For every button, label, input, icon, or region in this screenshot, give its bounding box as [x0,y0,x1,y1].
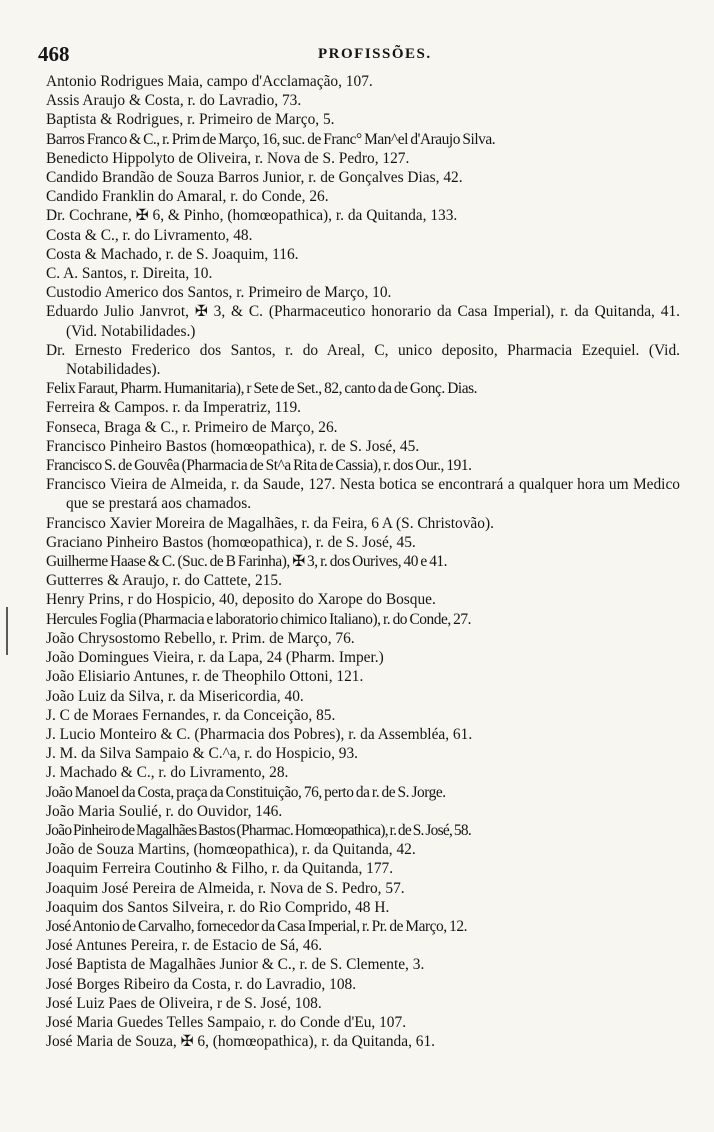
list-item: João Luiz da Silva, r. da Misericordia, 40. [46,687,304,705]
list-item: Henry Prins, r do Hospicio, 40, deposito do Xarope do Bosque. [46,591,436,609]
list-item: Candido Brandão de Souza Barros Junior, r. de Gonçalves Dias, 42. [46,169,463,187]
list-item: João Manoel da Costa, praça da Constituição, 76, perto da r. de S. Jorge. [46,783,446,801]
list-item: Dr. Ernesto Frederico dos Santos, r. do Areal, C, unico deposito, Pharmacia Ezequiel. (Vid. Notabilidades). [46,341,680,379]
list-item: Felix Faraut, Pharm. Humanitaria), r Sete de Set., 82, canto da de Gonç. Dias. [46,380,478,398]
list-item: José Antonio de Carvalho, fornecedor da Casa Imperial, r. Pr. de Março, 12. [46,917,467,935]
list-item: José Borges Ribeiro da Costa, r. do Lavradio, 108. [46,975,357,993]
list-item: Baptista & Rodrigues, r. Primeiro de Março, 5. [46,111,335,129]
page-number: 468 [38,42,70,66]
list-item: João Domingues Vieira, r. da Lapa, 24 (Pharm. Imper.) [46,649,384,667]
list-item: Graciano Pinheiro Bastos (homœopathica), r. de S. José, 45. [46,533,416,551]
list-item: Francisco Xavier Moreira de Magalhães, r. da Feira, 6 A (S. Christovão). [46,514,494,532]
list-item: João Pinheiro de Magalhães Bastos (Pharmac. Homœopathica), r. de S. José, 58. [46,821,471,839]
list-item: Eduardo Julio Janvrot, ✠ 3, & C. (Pharmaceutico honorario da Casa Imperial), r. da Quitanda, 41. (Vid. Notabilidades.) [46,303,680,340]
running-title: PROFISSÕES. [318,46,432,62]
list-item: Candido Franklin do Amaral, r. do Conde, 26. [46,188,329,206]
list-item: Francisco S. de Gouvêa (Pharmacia de St^a Rita de Cassia), r. dos Our., 191. [46,457,472,475]
list-item: Benedicto Hippolyto de Oliveira, r. Nova de S. Pedro, 127. [46,149,410,167]
entry-list [46,72,680,1051]
list-item: José Maria Guedes Telles Sampaio, r. do Conde d'Eu, 107. [46,1013,407,1031]
list-item: Costa & Machado, r. de S. Joaquim, 116. [46,245,299,263]
list-item: João de Souza Martins, (homœopathica), r. da Quitanda, 42. [46,841,416,859]
list-item: Joaquim dos Santos Silveira, r. do Rio Comprido, 48 H. [46,898,390,916]
list-item: João Chrysostomo Rebello, r. Prim. de Março, 76. [46,629,355,647]
list-item: Francisco Vieira de Almeida, r. da Saude, 127. Nesta botica se encontrará a qualquer hora um Medico que se prestará aos chamados. [46,476,680,513]
margin-bracket-mark [6,607,11,655]
list-item: José Maria de Souza, ✠ 6, (homœopathica), r. da Quitanda, 61. [46,1033,436,1051]
list-item: J. Machado & C., r. do Livramento, 28. [46,764,289,782]
list-item: J. M. da Silva Sampaio & C.^a, r. do Hospicio, 93. [46,745,359,763]
list-item: Gutterres & Araujo, r. do Cattete, 215. [46,572,282,590]
list-item: Fonseca, Braga & C., r. Primeiro de Março, 26. [46,418,338,436]
list-item: Hercules Foglia (Pharmacia e laboratorio chimico Italiano), r. do Conde, 27. [46,610,472,628]
list-item: J. C de Moraes Fernandes, r. da Conceição, 85. [46,706,336,724]
list-item: C. A. Santos, r. Direita, 10. [46,265,213,283]
list-item: Joaquim José Pereira de Almeida, r. Nova de S. Pedro, 57. [46,879,405,897]
list-item: Dr. Cochrane, ✠ 6, & Pinho, (homœopathica), r. da Quitanda, 133. [46,207,458,225]
list-item: José Baptista de Magalhães Junior & C., r. de S. Clemente, 3. [46,956,425,974]
list-item: Assis Araujo & Costa, r. do Lavradio, 73. [46,92,302,110]
list-item: José Antunes Pereira, r. de Estacio de Sá, 46. [46,937,323,955]
list-item: Custodio Americo dos Santos, r. Primeiro de Março, 10. [46,284,392,302]
list-item: J. Lucio Monteiro & C. (Pharmacia dos Pobres), r. da Assembléa, 61. [46,725,473,743]
list-item: José Luiz Paes de Oliveira, r de S. José, 108. [46,994,322,1012]
list-item: Joaquim Ferreira Coutinho & Filho, r. da Quitanda, 177. [46,860,394,878]
list-item: Ferreira & Campos. r. da Imperatriz, 119. [46,399,302,417]
list-item: João Elisiario Antunes, r. de Theophilo Ottoni, 121. [46,668,364,686]
list-item: Barros Franco & C., r. Prim de Março, 16, suc. de Franc° Man^el d'Araujo Silva. [46,130,496,148]
list-item: Antonio Rodrigues Maia, campo d'Acclamação, 107. [46,73,373,90]
page-header [32,40,692,70]
list-item: João Maria Soulié, r. do Ouvidor, 146. [46,802,283,820]
list-item: Guilherme Haase & C. (Suc. de B Farinha), ✠ 3, r. dos Ourives, 40 e 41. [46,553,448,571]
list-item: Costa & C., r. do Livramento, 48. [46,226,253,244]
list-item: Francisco Pinheiro Bastos (homœopathica), r. de S. José, 45. [46,437,420,455]
